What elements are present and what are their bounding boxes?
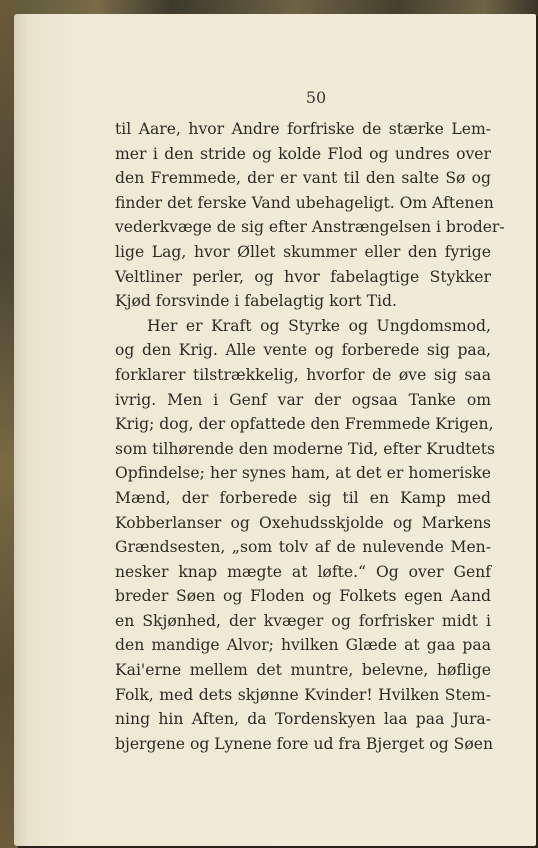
text-line: som tilhørende den moderne Tid, efter Krudtets	[115, 439, 496, 458]
text-line: forklarer tilstrækkelig, hvorfor de øve sig saa	[115, 365, 491, 384]
page-number: 50	[305, 88, 327, 107]
text-line: Krig; dog, der opfattede den Fremmede Krigen,	[115, 415, 494, 434]
text-line: en Skjønhed, der kvæger og forfrisker midt i	[115, 611, 491, 630]
text-line: ivrig. Men i Genf var der ogsaa Tanke om	[115, 390, 491, 409]
text-line: Opfindelse; her synes ham, at det er homeriske	[115, 464, 491, 483]
text-line: Grændsesten, „som tolv af de nulevende Men-	[115, 538, 491, 557]
text-line: breder Søen og Floden og Folkets egen Aand	[115, 587, 491, 606]
text-line: Kai'erne mellem det muntre, belevne, høflige	[115, 661, 491, 680]
text-line: nesker knap mægte at løfte.“ Og over Genf	[115, 562, 491, 581]
text-line: og den Krig. Alle vente og forberede sig paa,	[115, 341, 491, 360]
text-line: ning hin Aften, da Tordenskyen laa paa Jura-	[115, 710, 491, 729]
text-line: Kobberlanser og Oxehudsskjolde og Markens	[115, 513, 491, 532]
text-line: mer i den stride og kolde Flod og undres over	[115, 144, 491, 163]
text-line: Her er Kraft og Styrke og Ungdomsmod,	[147, 316, 491, 335]
text-line: Kjød forsvinde i fabelagtig kort Tid.	[115, 292, 397, 311]
text-line: til Aare, hvor Andre forfriske de stærke Lem-	[115, 120, 491, 138]
text-line: vederkvæge de sig efter Anstrængelsen i broder-	[115, 218, 505, 237]
text-line: Mænd, der forberede sig til en Kamp med	[115, 488, 491, 507]
text-line: bjergene og Lynene fore ud fra Bjerget og Søen	[115, 734, 493, 753]
text-line: lige Lag, hvor Øllet skummer eller den fyrige	[115, 242, 491, 261]
text-line: Veltliner perler, og hvor fabelagtige Stykker	[115, 267, 491, 286]
body-text	[115, 117, 505, 756]
text-line: den Fremmede, der er vant til den salte Sø og	[115, 169, 491, 188]
text-line: finder det ferske Vand ubehageligt. Om Aftenen	[115, 193, 494, 212]
text-line: den mandige Alvor; hvilken Glæde at gaa paa	[115, 636, 491, 655]
text-line: Folk, med dets skjønne Kvinder! Hvilken Stem-	[115, 685, 491, 704]
